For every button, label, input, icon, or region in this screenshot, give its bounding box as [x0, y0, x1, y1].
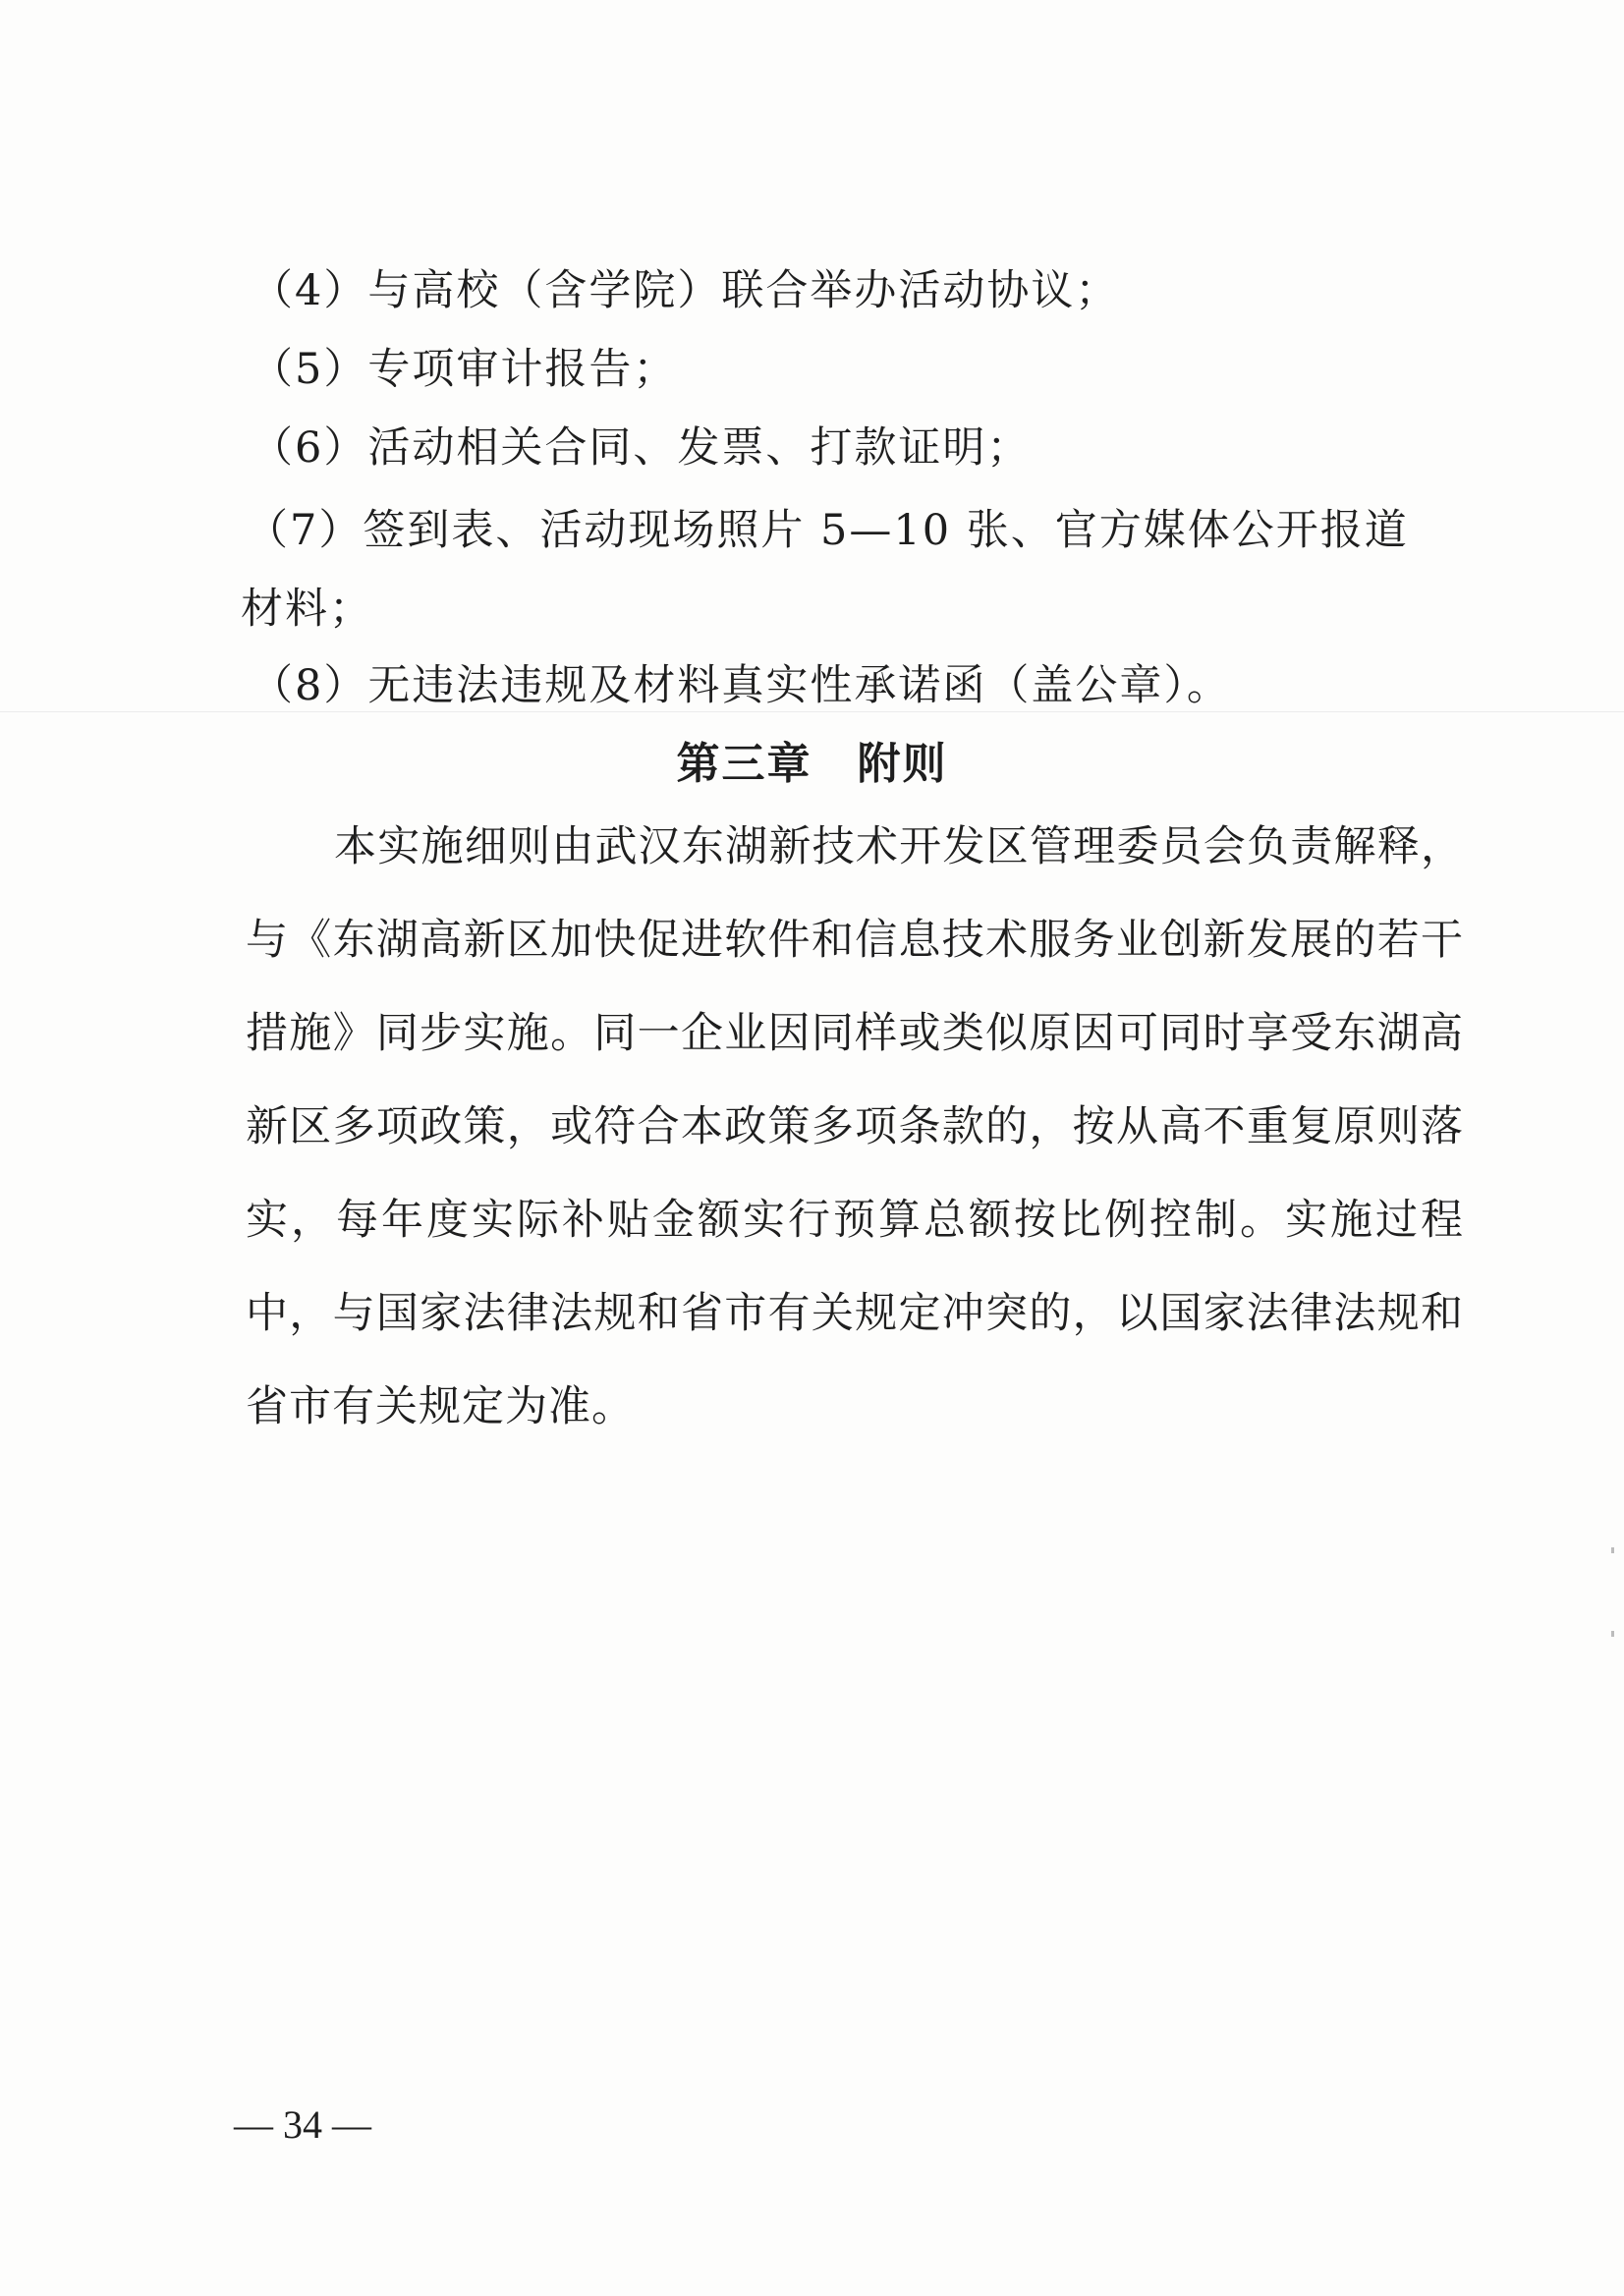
list-item-4: （4）与高校（含学院）联合举办活动协议；	[251, 266, 1120, 315]
scan-edge-mark	[1611, 1631, 1614, 1637]
list-item-6: （6）活动相关合同、发票、打款证明；	[251, 423, 1032, 473]
body-paragraph: 本实施细则由武汉东湖新技术开发区管理委员会负责解释，与《东湖高新区加快促进软件和信息技术服务业创新发展的若干措施》同步实施。同一企业因同样或类似原因可同时享受东湖高新区多项政策，或符合本政策多项条款的，按从高不重复原则落实，每年度实际补贴金额实行预算总额按比例控制。实施过程中，与国家法律法规和省市有关规定冲突的，以国家法律法规和省市有关规定为准。	[246, 822, 1464, 1431]
scan-edge-mark	[1611, 1547, 1614, 1553]
list-item-7-line-2: 材料；	[241, 585, 373, 634]
list-item-7	[241, 491, 1493, 648]
chapter-heading: 第三章 附则	[676, 739, 948, 789]
page-number: — 34 —	[234, 2102, 371, 2147]
list-item-7-line-1: （7）签到表、活动现场照片 5—10 张、官方媒体公开报道	[246, 506, 1409, 555]
list-item-8: （8）无违法违规及材料真实性承诺函（盖公章）。	[251, 661, 1231, 710]
list-item-5: （5）专项审计报告；	[251, 345, 678, 394]
